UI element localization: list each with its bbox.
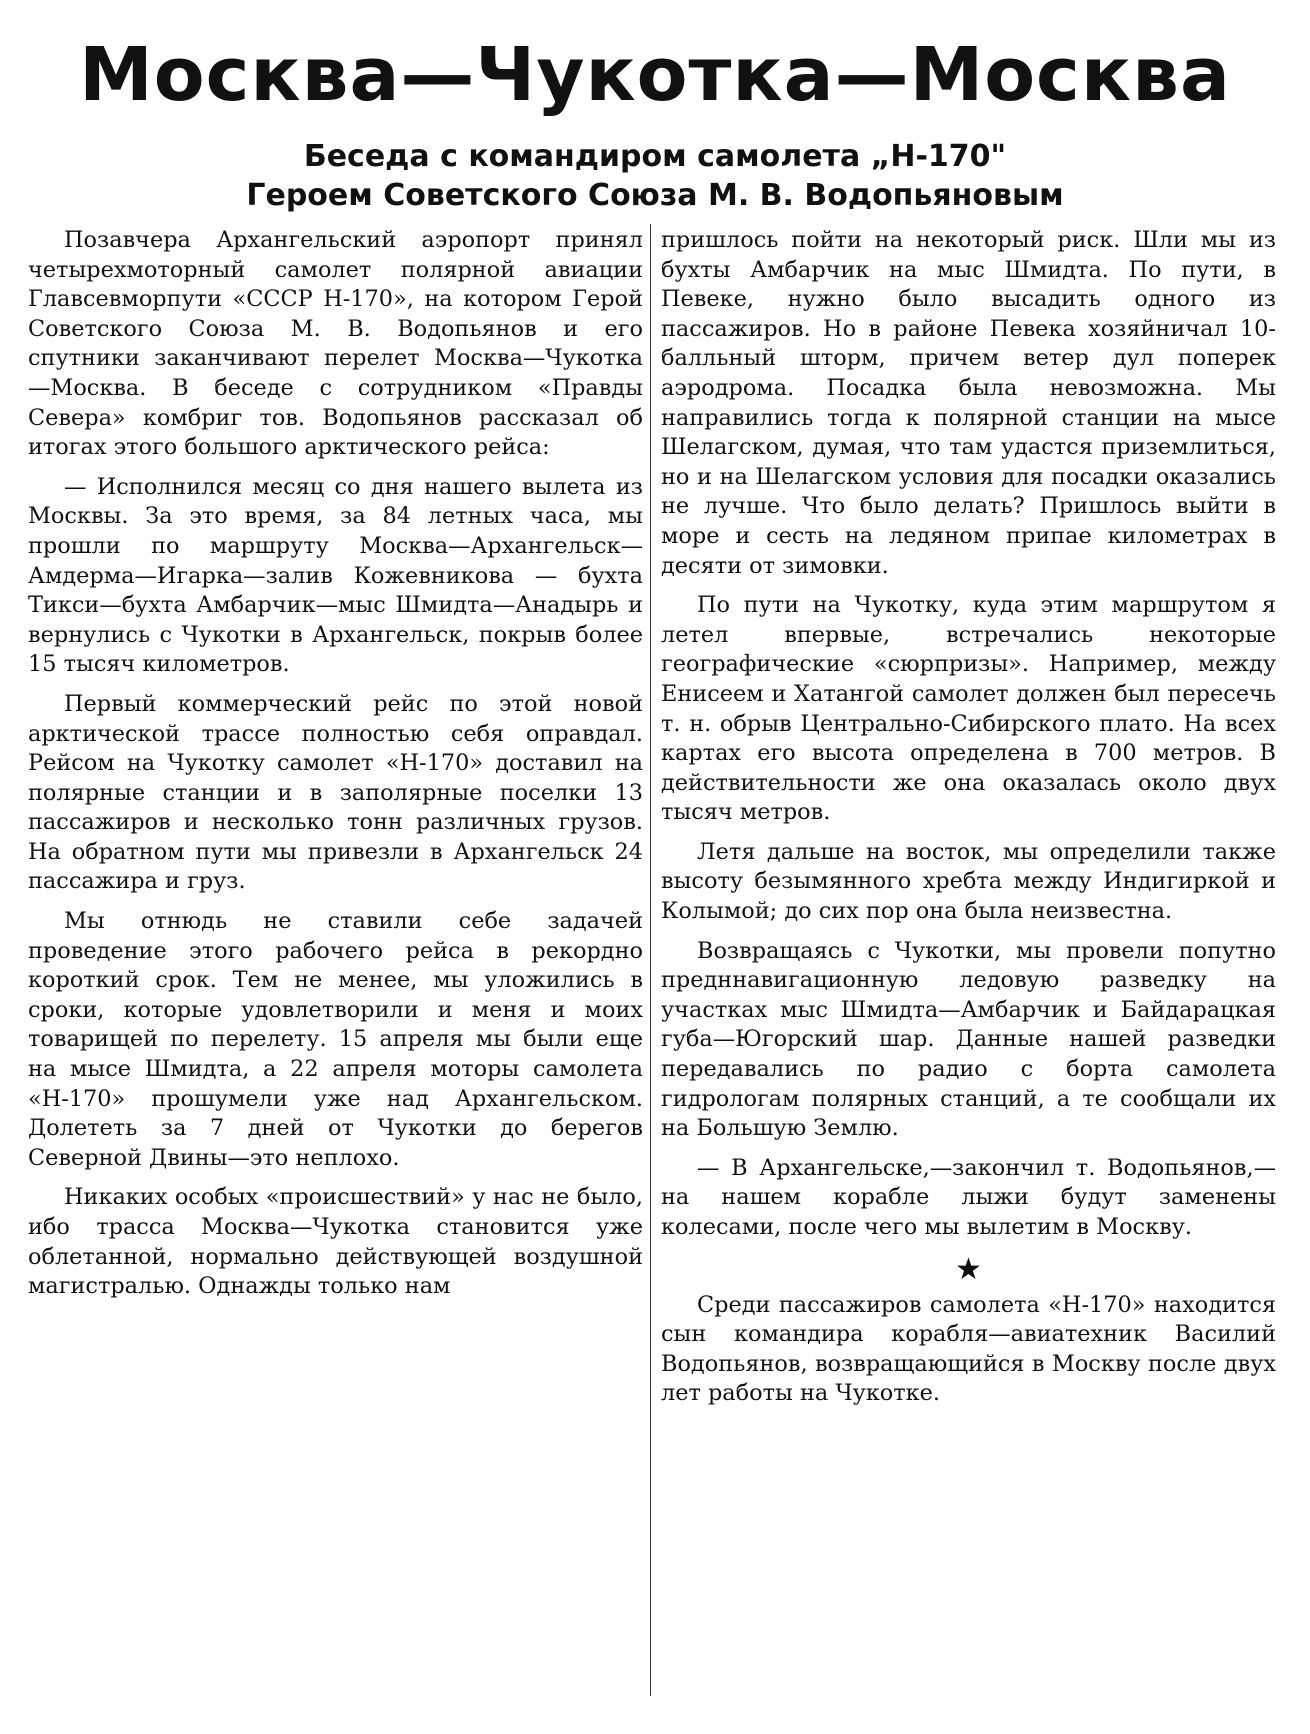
subheadline-line-1: Беседа с командиром самолета „Н-170" (303, 139, 1007, 174)
paragraph: Никаких особых «происшествий» у нас не было, ибо трасса Москва—Чукотка становится уже облетанной, нормально действующей воздушной магистралью. Однажды только нам (28, 1184, 643, 1300)
headline: Москва—Чукотка—Москва (79, 32, 1231, 118)
paragraph: Мы отнюдь не ставили себе задачей проведение этого рабочего рейса в рекордно короткий срок. Тем не менее, мы уложились в сроки, которые удовлетворили и меня и моих товарищей по перелету. 15 апреля мы были еще на мысе Шмидта, а 22 апреля моторы самолета «Н-170» прошумели уже над Архангельском. Долететь за 7 дней от Чукотки до берегов Северной Двины—это неплохо. (28, 908, 643, 1171)
paragraph: Позавчера Архангельский аэропорт принял четырехмоторный самолет полярной авиации Главсевморпути «СССР Н-170», на котором Герой Советского Союза М. В. Водопьянов и его спутники заканчивают перелет Москва—Чукотка—Москва. В беседе с сотрудником «Правды Севера» комбриг тов. Водопьянов рассказал об итогах этого большого арктического рейса: (28, 227, 643, 461)
paragraph: По пути на Чукотку, куда этим маршрутом я летел впервые, встречались некоторые географические «сюрпризы». Например, между Енисеем и Хатангой самолет должен был пересечь т. н. обрыв Центрально-Сибирского плато. На всех картах его высота определена в 700 метров. В действительности же она оказалась около двух тысяч метров. (661, 592, 1276, 826)
paragraph: — Исполнился месяц со дня нашего вылета из Москвы. За это время, за 84 летных часа, мы прошли по маршруту Москва—Архангельск—Амдерма—Игарка—залив Кожевникова — бухта Тикси—бухта Амбарчик—мыс Шмидта—Анадырь и вернулись с Чукотки в Архангельск, покрыв более 15 тысяч километров. (28, 473, 643, 678)
article-column-left (28, 226, 643, 1312)
paragraph: Первый коммерческий рейс по этой новой арктической трассе полностью себя оправдал. Рейсом на Чукотку самолет «Н-170» доставил на полярные станции и в заполярные поселки 13 пассажиров и несколько тонн различных грузов. На обратном пути мы привезли в Архангельск 24 пассажира и груз. (28, 690, 643, 895)
column-divider (650, 224, 651, 1696)
article-column-right (661, 226, 1276, 1419)
subheadline-line-2: Героем Советского Союза М. В. Водопьяновым (246, 178, 1064, 213)
closing-note: Среди пассажиров самолета «Н-170» находится сын командира корабля—авиатехник Василий Водопьянов, возвращающийся в Москву после двух лет работы на Чукотке. (661, 1291, 1276, 1407)
star-separator-icon: ★ (955, 1251, 982, 1287)
paragraph-continued: пришлось пойти на некоторый риск. Шли мы из бухты Амбарчик на мыс Шмидта. По пути, в Певеке, нужно было высадить одного из пассажиров. Но в районе Певека хозяйничал 10-балльный шторм, причем ветер дул поперек аэродрома. Посадка была невозможна. Мы направились тогда к полярной станции на мысе Шелагском, думая, что там удастся приземлиться, но и на Шелагском условия для посадки оказались не лучше. Что было делать? Пришлось выйти в море и сесть на ледяном припае километрах в десяти от зимовки. (661, 227, 1276, 579)
paragraph: Возвращаясь с Чукотки, мы провели попутно предннавигационную ледовую разведку на участках мыс Шмидта—Амбарчик и Байдарацкая губа—Югорский шар. Данные нашей разведки передавались по радио с борта самолета гидрологам полярных станций, а те сообщали их на Большую Землю. (661, 937, 1276, 1142)
paragraph: — В Архангельске,—закончил т. Водопьянов,—на нашем корабле лыжи будут заменены колесами, после чего мы вылетим в Москву. (661, 1154, 1276, 1240)
paragraph: Летя дальше на восток, мы определили также высоту безымянного хребта между Индигиркой и Колымой; до сих пор она была неизвестна. (661, 838, 1276, 925)
